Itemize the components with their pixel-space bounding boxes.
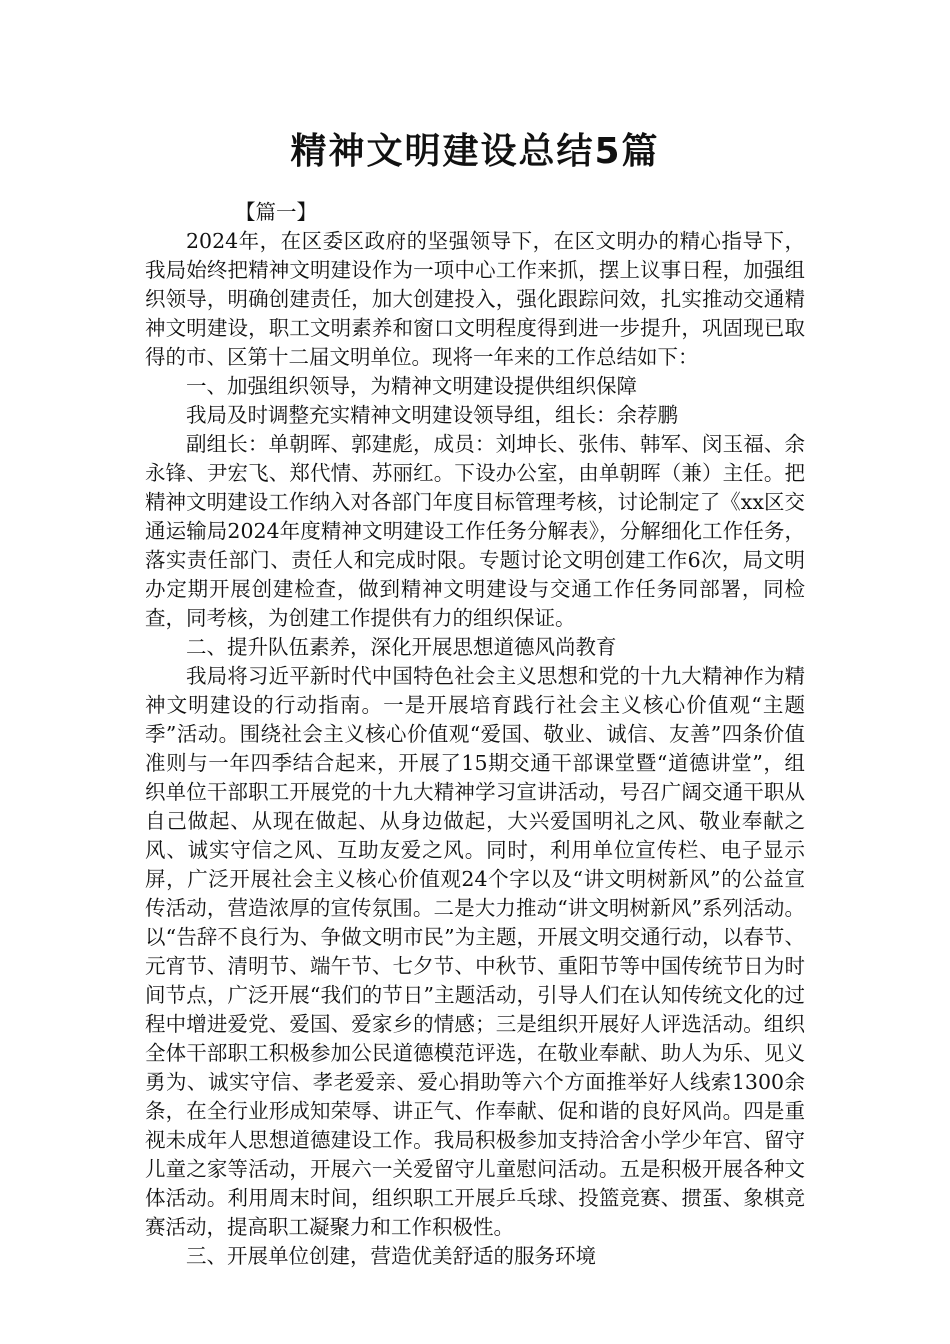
section-heading-2: 二、提升队伍素养，深化开展思想道德风尚教育 xyxy=(186,635,617,659)
paragraph-intro: 2024年，在区委区政府的坚强领导下，在区文明办的精心指导下，我局始终把精神文明建设作为一项中心工作来抓，摆上议事日程，加强组织领导，明确创建责任，加大创建投入，强化跟踪问效，扎实推动交通精神文明建设，职工文明素养和窗口文明程度得到进一步提升，巩固现已取得的市、区第十二届文明单位。现将一年来的工作总结如下： xyxy=(145,229,805,369)
section-heading-1: 一、加强组织领导，为精神文明建设提供组织保障 xyxy=(186,374,637,398)
document-title: 精神文明建设总结5篇 xyxy=(290,131,660,172)
paragraph-education: 我局将习近平新时代中国特色社会主义思想和党的十九大精神作为精神文明建设的行动指南。一是开展培育践行社会主义核心价值观“主题季”活动。围绕社会主义核心价值观“爱国、敬业、诚信、友善”四条价值准则与一年四季结合起来，开展了15期交通干部课堂暨“道德讲堂”，组织单位干部职工开展党的十九大精神学习宣讲活动，号召广阔交通干职从自己做起、从现在做起、从身边做起，大兴爱国明礼之风、敬业奉献之风、诚实守信之风、互助友爱之风。同时，利用单位宣传栏、电子显示屏，广泛开展社会主义核心价值观24个字以及“讲文明树新风”的公益宣传活动，营造浓厚的宣传氛围。二是大力推动“讲文明树新风”系列活动。以“告辞不良行为、争做文明市民”为主题，开展文明交通行动，以春节、元宵节、清明节、端午节、七夕节、中秋节、重阳节等中国传统节日为时间节点，广泛开展“我们的节日”主题活动，引导人们在认知传统文化的过程中增进爱党、爱国、爱家乡的情感；三是组织开展好人评选活动。组织全体干部职工积极参加公民道德模范评选，在敬业奉献、助人为乐、见义勇为、诚实守信、孝老爱亲、爱心捐助等六个方面推举好人线索1300余条，在全行业形成知荣辱、讲正气、作奉献、促和谐的良好风尚。四是重视未成年人思想道德建设工作。我局积极参加支持洽舍小学少年宫、留守儿童之家等活动，开展六一关爱留守儿童慰问活动。五是积极开展各种文体活动。利用周末时间，组织职工开展乒乓球、投篮竞赛、掼蛋、象棋竞赛活动，提高职工凝聚力和工作积极性。 xyxy=(145,664,805,1239)
section-heading-3: 三、开展单位创建，营造优美舒适的服务环境 xyxy=(186,1244,596,1268)
part-label: 【篇一】 xyxy=(235,200,317,224)
paragraph-leader-group: 我局及时调整充实精神文明建设领导组，组长：余荐鹏 xyxy=(186,403,678,427)
document-body xyxy=(145,198,805,1271)
paragraph-members: 副组长：单朝晖、郭建彪，成员：刘坤长、张伟、韩军、闵玉福、余永锋、尹宏飞、郑代情、苏丽红。下设办公室，由单朝晖（兼）主任。把精神文明建设工作纳入对各部门年度目标管理考核，讨论制定了《xx区交通运输局2024年度精神文明建设工作任务分解表》，分解细化工作任务，落实责任部门、责任人和完成时限。专题讨论文明创建工作6次，局文明办定期开展创建检查，做到精神文明建设与交通工作任务同部署，同检查，同考核，为创建工作提供有力的组织保证。 xyxy=(145,432,805,630)
